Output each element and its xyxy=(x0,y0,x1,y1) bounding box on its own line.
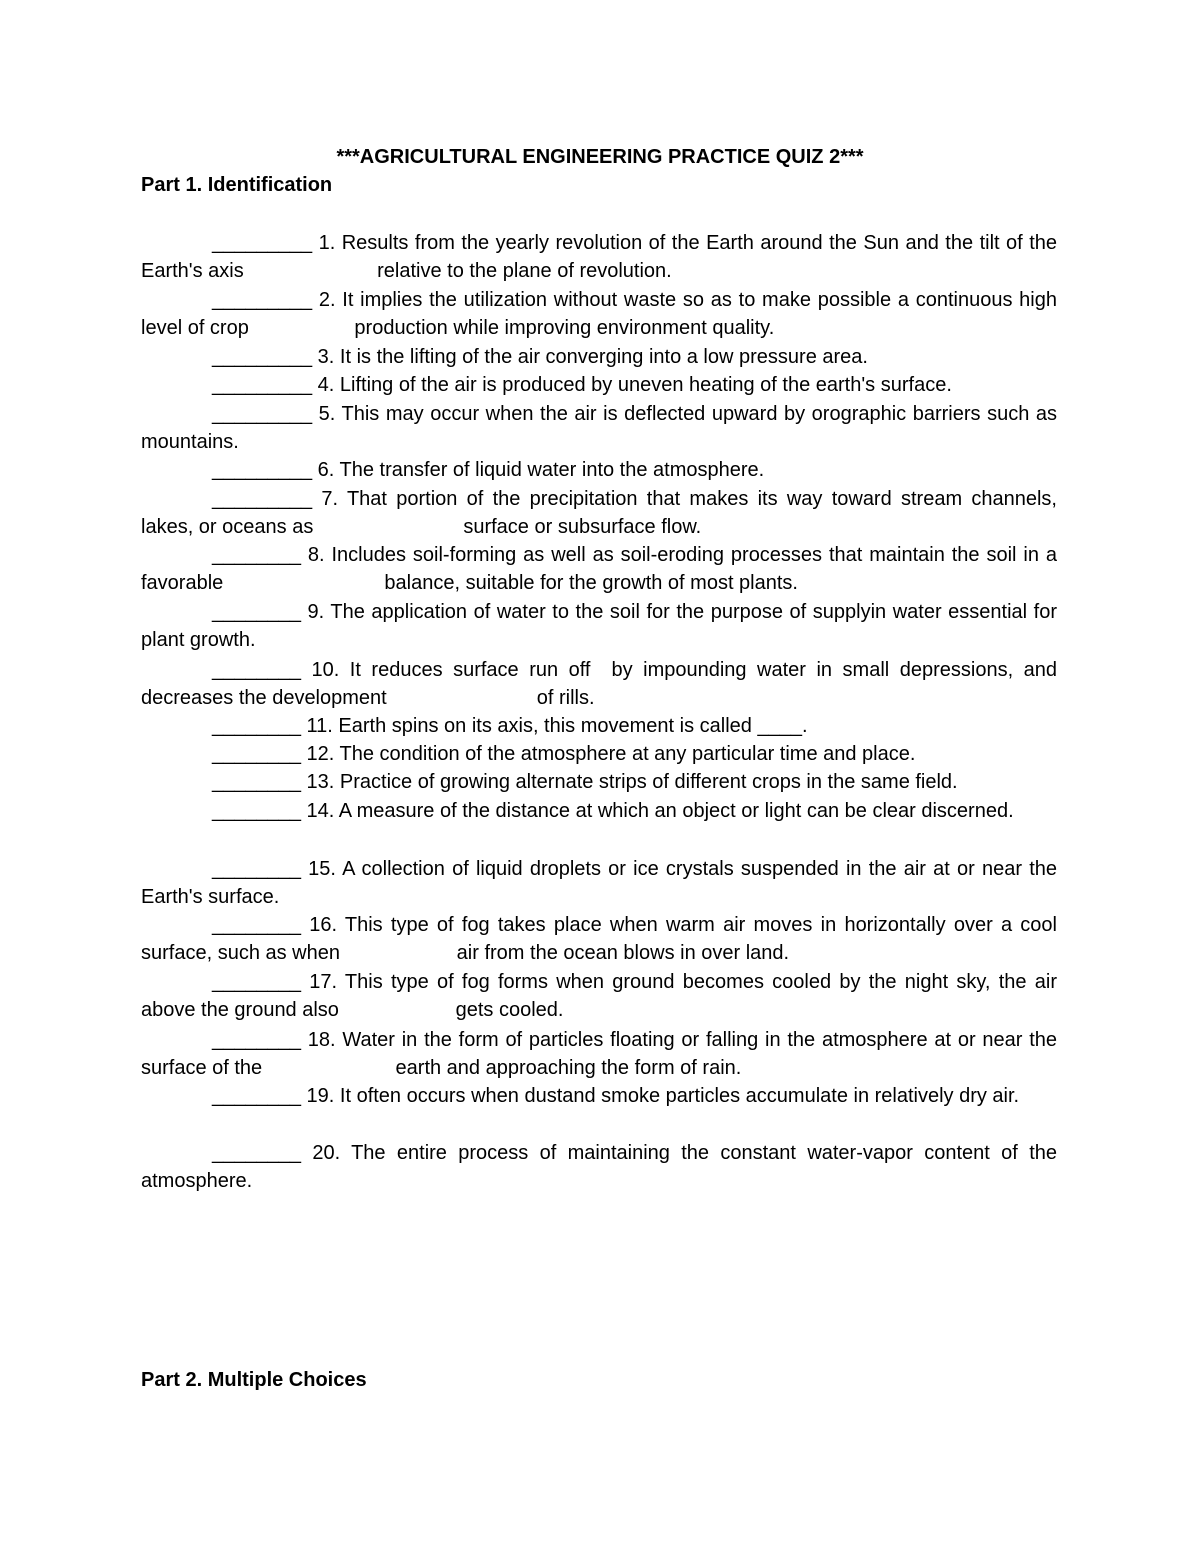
question-16: ________ 16. This type of fog takes place when warm air moves in horizontally over a cool surface, such as when air from the ocean blows in over land. xyxy=(141,914,1063,965)
question-19: ________ 19. It often occurs when dustand smoke particles accumulate in relatively dry air. xyxy=(212,1085,1020,1107)
question-1: _________ 1. Results from the yearly revolution of the Earth around the Sun and the tilt of the Earth's axis relative to the plane of revolution. xyxy=(141,232,1063,283)
question-6: _________ 6. The transfer of liquid water into the atmosphere. xyxy=(212,459,765,481)
part1-heading: Part 1. Identification xyxy=(141,174,333,196)
question-2: _________ 2. It implies the utilization without waste so as to make possible a continuous high level of crop production while improving environment quality. xyxy=(141,289,1063,340)
question-11: ________ 11. Earth spins on its axis, this movement is called ____. xyxy=(212,715,808,737)
quiz-title: ***AGRICULTURAL ENGINEERING PRACTICE QUIZ 2*** xyxy=(336,146,864,168)
question-15: ________ 15. A collection of liquid droplets or ice crystals suspended in the air at or near the Earth's surface. xyxy=(141,858,1063,909)
question-10: ________ 10. It reduces surface run off by impounding water in small depressions, and decreases the development of rills. xyxy=(141,659,1063,710)
question-14: ________ 14. A measure of the distance at which an object or light can be clear discerned. xyxy=(212,800,1014,822)
part2-heading: Part 2. Multiple Choices xyxy=(141,1369,367,1391)
question-20: ________ 20. The entire process of maintaining the constant water-vapor content of the atmosphere. xyxy=(141,1142,1063,1193)
question-18: ________ 18. Water in the form of particles floating or falling in the atmosphere at or near the surface of the earth and approaching the form of rain. xyxy=(141,1029,1063,1080)
question-12: ________ 12. The condition of the atmosphere at any particular time and place. xyxy=(212,743,916,765)
question-7: _________ 7. That portion of the precipitation that makes its way toward stream channels, lakes, or oceans as surface or subsurface flow. xyxy=(141,488,1063,539)
question-5: _________ 5. This may occur when the air is deflected upward by orographic barriers such as mountains. xyxy=(141,403,1063,454)
question-13: ________ 13. Practice of growing alternate strips of different crops in the same field. xyxy=(212,771,958,793)
question-9: ________ 9. The application of water to the soil for the purpose of supplyin water essential for plant growth. xyxy=(141,601,1063,652)
question-8: ________ 8. Includes soil-forming as well as soil-eroding processes that maintain the soil in a favorable balance, suitable for the growth of most plants. xyxy=(141,544,1063,595)
question-17: ________ 17. This type of fog forms when ground becomes cooled by the night sky, the air above the ground also gets cooled. xyxy=(141,971,1063,1022)
question-4: _________ 4. Lifting of the air is produced by uneven heating of the earth's surface. xyxy=(212,374,952,396)
question-3: _________ 3. It is the lifting of the air converging into a low pressure area. xyxy=(212,346,868,368)
